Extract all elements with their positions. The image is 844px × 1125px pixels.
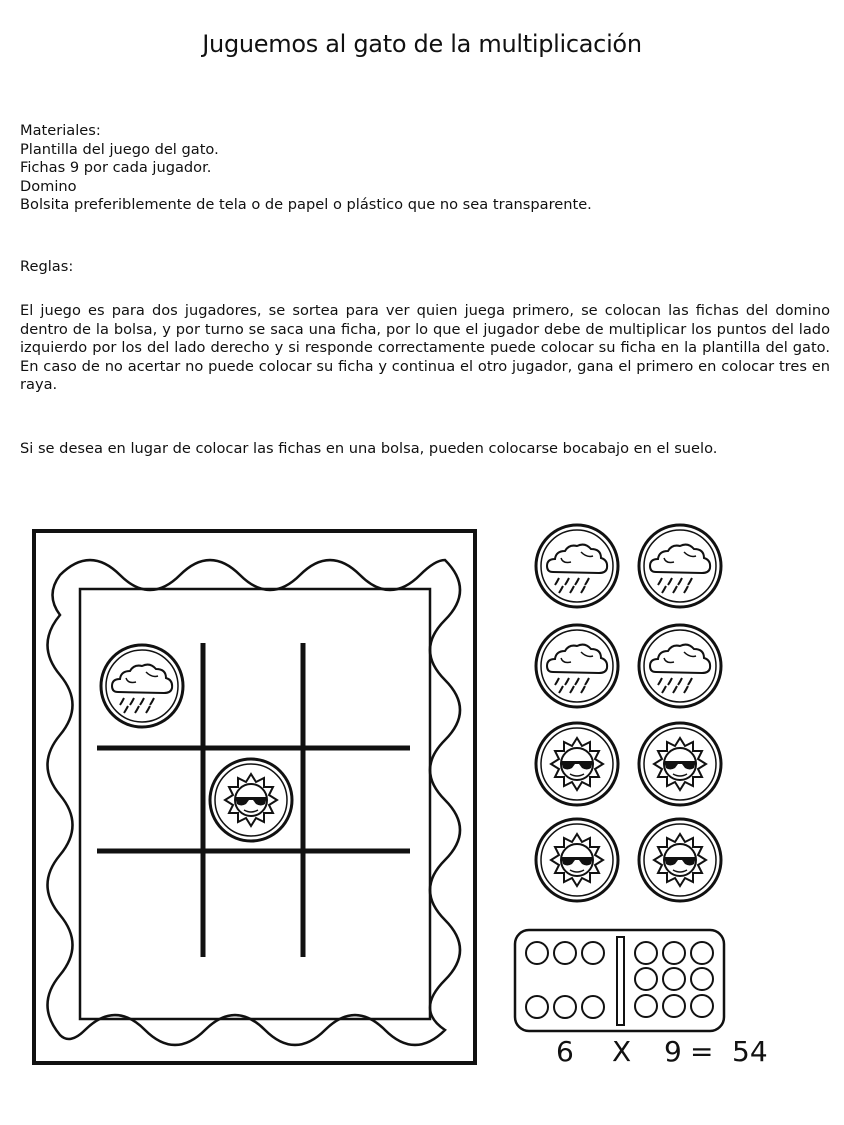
sun-token <box>536 723 618 805</box>
page-title: Juguemos al gato de la multiplicación <box>202 30 642 58</box>
rules-body: El juego es para dos jugadores, se sortea para ver quien juega primero, se colocan las fichas del domino dentro de la bolsa, y por turno se saca una ficha, por lo que el jugador debe de multiplicar los puntos del lado izquierdo por los del lado derecho y si responde correctamente puede colocar su ficha en la plantilla del gato. En caso de no acertar no puede colocar su ficha y continua el otro jugador, gana el primero en colocar tres en raya. <box>20 302 830 394</box>
cloud-token <box>639 525 721 607</box>
equation-operator: X <box>612 1035 632 1068</box>
equation-factor-a: 6 <box>556 1035 574 1068</box>
rules-heading: Reglas: <box>20 258 74 275</box>
domino-right-dots <box>635 942 713 1017</box>
material-item: Bolsita preferiblemente de tela o de papel o plástico que no sea transparente. <box>20 196 592 214</box>
sun-token <box>639 723 721 805</box>
sun-token <box>639 819 721 901</box>
sun-token <box>536 819 618 901</box>
cloud-token <box>536 625 618 707</box>
material-item: Fichas 9 por cada jugador. <box>20 159 212 177</box>
material-item: Domino <box>20 177 77 195</box>
equation-result: 54 <box>732 1035 768 1068</box>
player-tokens <box>536 525 721 901</box>
tic-tac-toe-board <box>34 531 475 1063</box>
domino-tile <box>515 930 724 1031</box>
cloud-token <box>536 525 618 607</box>
material-item: Plantilla del juego del gato. <box>20 140 219 158</box>
equation-factor-b: 9 <box>664 1035 682 1068</box>
board-token-cloud <box>101 645 183 727</box>
materials-heading: Materiales: <box>20 122 101 139</box>
board-token-sun <box>210 759 292 841</box>
equation-equals: = <box>690 1035 714 1068</box>
rules-tip: Si se desea en lugar de colocar las fichas en una bolsa, pueden colocarse bocabajo en el suelo. <box>20 440 718 457</box>
cloud-token <box>639 625 721 707</box>
